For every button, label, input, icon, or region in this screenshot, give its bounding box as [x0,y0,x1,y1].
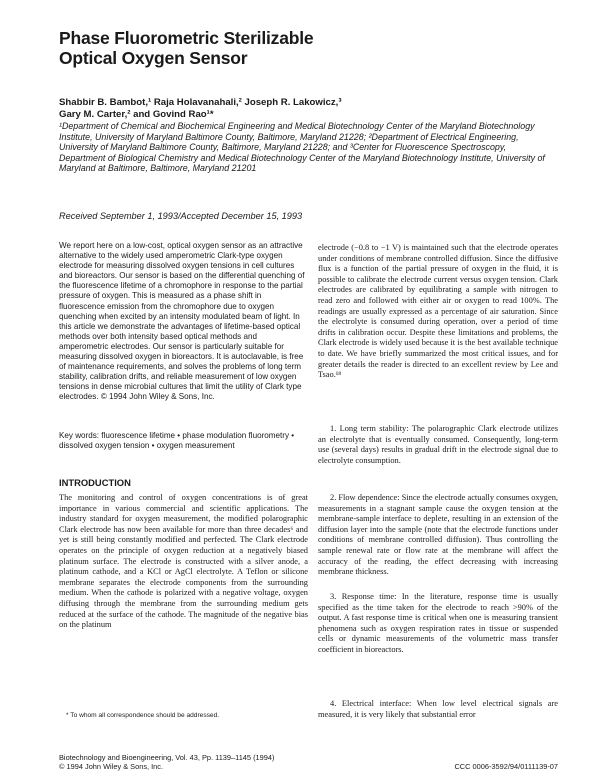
author-list [59,97,539,120]
authors-line-1: Shabbir B. Bambot,¹ Raja Holavanahali,² Joseph R. Lakowicz,³ [59,97,342,108]
right-column-paragraph: electrode (−0.8 to −1 V) is maintained such that the electrode operates under conditions of membrane controlled diffusion. Since the diffusive flux is a function of the partial pressure of oxygen in the fluid, it is possible to calibrate the electrode current versus oxygen tension. Clark electrodes are calibrated by equilibrating a sample with nitrogen to read zero and followed with either air or oxygen to read 100%. The readings are usually expressed as a percentage of air saturation. Since the electrolyte is consumed during operation, over a period of time drifts in calibration occur. Despite these limitations and problems, the Clark electrode is widely used because it is the best available technique to date. We have briefly summarized the most critical issues, and for greater details the reader is directed to an excellent review by Lee and Tsao.¹⁸ [318,243,558,380]
journal-citation [59,753,399,771]
affiliations: ¹Department of Chemical and Biochemical Engineering and Medical Biotechnology Center of the Maryland Biotechnology Institute, University of Maryland Baltimore County, Baltimore, Maryland 21228; ²Department of Electrical Engineering, University of Maryland Baltimore County, Baltimore, Maryland 21228; and ³Center for Fluorescence Spectroscopy, Department of Biological Chemistry and Medical Biotechnology Center of the Maryland Biotechnology Institute, University of Maryland at Baltimore, Baltimore, Maryland 21201 [59,121,545,174]
journal-line-2: © 1994 John Wiley & Sons, Inc. [59,762,164,771]
list-item-response-time: 3. Response time: In the literature, response time is usually specified as the time taken for the electrode to reach >90% of the output. A fast response time is critical when one is measuring transient phenomena such as oxygen respiration rates in tissue or suspended cells or dynamic measurements of the volumetric mass transfer coefficient in bioreactors. [318,592,558,654]
journal-line-1: Biotechnology and Bioengineering, Vol. 43, Pp. 1139–1145 (1994) [59,753,275,762]
abstract: We report here on a low-cost, optical oxygen sensor as an attractive alternative to the widely used amperometric Clark-type oxygen electrode for measuring dissolved oxygen tensions in cell cultures and bioreactors. Our sensor is based on the differential quenching of the fluorescence lifetime of a chromophore in response to the partial pressure of oxygen. This is measured as a phase shift in fluorescence emission from the chromophore due to oxygen quenching when excited by an intensity modulated beam of light. In this article we demonstrate the advantages of lifetime-based optical methods over both intensity based optical methods and amperometric electrodes. Our sensor is particularly suitable for measuring dissolved oxygen in bioreactors. It is autoclavable, is free of maintenance requirements, and solves the problems of long term stability, calibration drifts, and reliable measurement of low oxygen tensions in dense microbial cultures that limit the utility of Clark type electrodes. © 1994 John Wiley & Sons, Inc. [59,241,305,402]
list-item-electrical-interface: 4. Electrical interface: When low level electrical signals are measured, it is very likely that substantial error [318,699,558,719]
authors-line-2: Gary M. Carter,² and Govind Rao¹* [59,108,214,120]
list-item-flow-dependence: 2. Flow dependence: Since the electrode actually consumes oxygen, measurements in a stagnant sample cause the oxygen tension at the membrane-sample interface to deplete, resulting in an extension of the diffusion layer into the sample (note that the electrode functions under conditions of membrane controlled diffusion). Thus controlling the sample renewal rate or flow rate at the membrane will affect the accuracy of the reading, the effect decreasing with increasing membrane thickness. [318,493,558,577]
correspondence-footnote: * To whom all correspondence should be addressed. [66,712,220,719]
title-line-2: Optical Oxygen Sensor [59,48,248,68]
keywords: Key words: fluorescence lifetime • phase modulation fluorometry • dissolved oxygen tension • oxygen measurement [59,431,295,451]
list-item-long-term-stability: 1. Long term stability: The polarographic Clark electrode utilizes an electrolyte that is eventually consumed. Consequently, long-term use (several days) results in gradual drift in the electrode signal due to electrolyte consumption. [318,424,558,465]
article-title [59,28,479,68]
title-line-1: Phase Fluorometric Sterilizable [59,28,314,48]
ccc-code: CCC 0006-3592/94/0111139-07 [454,762,558,771]
introduction-paragraph: The monitoring and control of oxygen concentrations is of great importance in various commercial and scientific applications. The industry standard for oxygen measurement, the modified polarographic Clark electrode has now been available for more than three decades⁶ and yet is still being constantly modified and perfected. The Clark electrode operates on the principle of oxygen reduction at a negatively biased platinum surface. The electrode is constructed with a silver anode, a platinum cathode, and a KCl or AgCl electrolyte. A Teflon or silicone membrane separates the electrode components from the surrounding medium. When the cathode is polarized with a negative voltage, oxygen diffusing through the membrane from the surrounding medium gets reduced at the surface of the cathode. The magnitude of the negative bias on the platinum [59,493,308,630]
section-heading-introduction: INTRODUCTION [59,477,131,488]
received-date: Received September 1, 1993/Accepted December 15, 1993 [59,211,303,221]
